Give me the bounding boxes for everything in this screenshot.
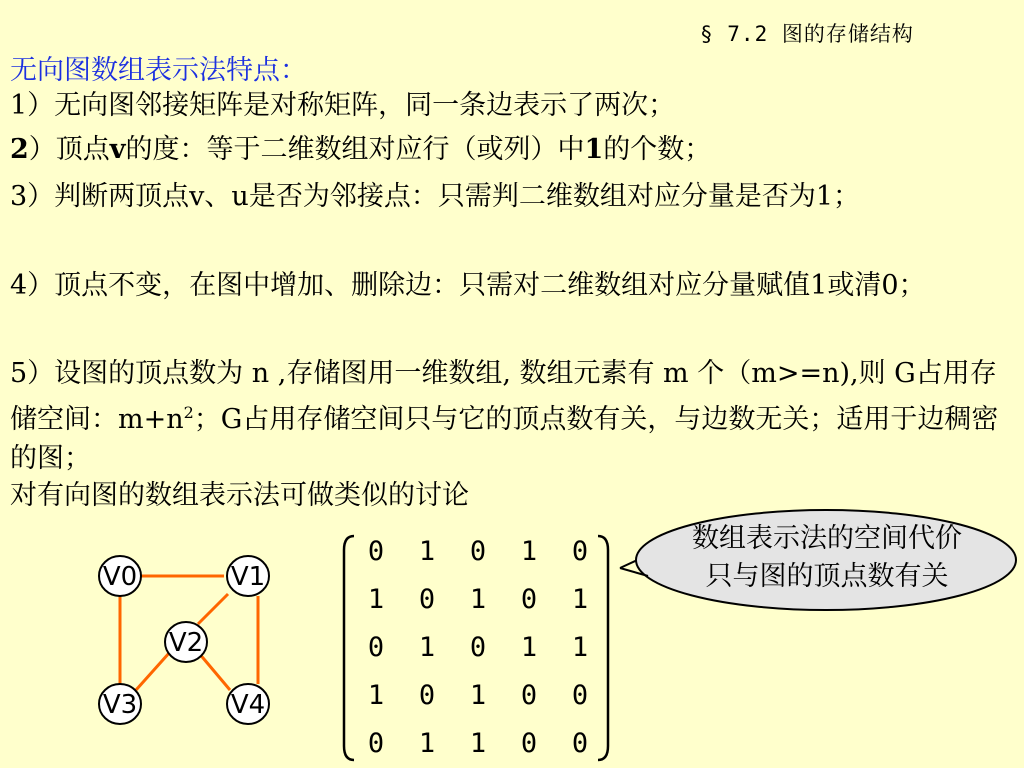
point-4: 4）顶点不变，在图中增加、删除边：只需对二维数组对应分量赋值1或清0； — [10, 270, 926, 301]
matrix-svg — [340, 528, 612, 768]
callout-line-2: 只与图的顶点数有关 — [705, 561, 949, 592]
point-2-vertex-v: v — [109, 134, 126, 165]
matrix-right-bracket — [598, 536, 608, 760]
matrix-cell-r3-c3: 0 — [520, 680, 538, 711]
slide-heading: 无向图数组表示法特点： — [10, 55, 307, 86]
matrix-cell-r1-c1: 0 — [418, 584, 436, 615]
matrix-left-bracket — [344, 536, 354, 760]
matrix-cell-r1-c3: 0 — [520, 584, 538, 615]
point-5 — [10, 354, 1010, 478]
matrix-cell-r0-c3: 1 — [520, 536, 538, 567]
matrix-cell-r0-c4: 0 — [571, 536, 589, 567]
callout-line-1: 数组表示法的空间代价 — [692, 523, 962, 554]
point-3: 3）判断两顶点v、u是否为邻接点：只需判二维数组对应分量是否为1； — [10, 181, 860, 212]
callout-text — [652, 520, 1002, 596]
point-5-text-a: 5）设图的顶点数为 n ,存储图用一维数组, 数组元素有 m 个（m>=n),则 G占用存储空间：m+n — [10, 358, 997, 435]
matrix-cell-r4-c3: 0 — [520, 728, 538, 759]
matrix-cell-r3-c0: 1 — [367, 680, 385, 711]
matrix-cell-r4-c4: 0 — [571, 728, 589, 759]
matrix-cell-r4-c0: 0 — [367, 728, 385, 759]
matrix-cell-r4-c1: 1 — [418, 728, 436, 759]
point-2-text-c: 的个数； — [603, 134, 712, 165]
matrix-cell-r0-c2: 0 — [469, 536, 487, 567]
matrix-cell-r1-c4: 1 — [571, 584, 589, 615]
matrix-cell-r1-c2: 1 — [469, 584, 487, 615]
point-2-one: 1 — [584, 134, 604, 165]
matrix-cell-r2-c2: 0 — [469, 632, 487, 663]
edge-v2-v3 — [136, 652, 170, 690]
graph-svg — [90, 540, 300, 730]
callout — [612, 506, 1020, 614]
matrix-cell-r2-c0: 0 — [367, 632, 385, 663]
point-1: 1）无向图邻接矩阵是对称矩阵，同一条边表示了两次； — [10, 90, 676, 121]
matrix-cell-r0-c0: 0 — [367, 536, 385, 567]
point-5-text-b: ；G占用存储空间只与它的顶点数有关，与边数无关；适用于边稠密的图； — [10, 404, 999, 474]
matrix-cell-r2-c1: 1 — [418, 632, 436, 663]
point-6: 对有向图的数组表示法可做类似的讨论 — [10, 480, 469, 511]
node-label-v2: V2 — [168, 628, 204, 658]
matrix-cell-r3-c1: 0 — [418, 680, 436, 711]
matrix-cell-r0-c1: 1 — [418, 536, 436, 567]
point-5-superscript: 2 — [183, 403, 194, 422]
matrix-cell-r3-c4: 0 — [571, 680, 589, 711]
adjacency-matrix — [340, 528, 612, 768]
point-2-text-a: ）顶点 — [28, 134, 110, 165]
matrix-cell-r3-c2: 1 — [469, 680, 487, 711]
matrix-cell-r2-c4: 1 — [571, 632, 589, 663]
node-label-v1: V1 — [230, 562, 266, 592]
matrix-cell-r4-c2: 1 — [469, 728, 487, 759]
node-label-v4: V4 — [230, 690, 266, 720]
matrix-cell-r2-c3: 1 — [520, 632, 538, 663]
node-label-v0: V0 — [102, 562, 138, 592]
matrix-cell-r1-c0: 1 — [367, 584, 385, 615]
point-2 — [10, 130, 1010, 169]
undirected-graph — [90, 540, 300, 730]
node-label-v3: V3 — [102, 690, 138, 720]
edge-v1-v2 — [198, 594, 228, 624]
section-title: § 7.2 图的存储结构 — [700, 22, 914, 46]
point-2-number: 2 — [10, 134, 29, 165]
point-2-text-b: 的度：等于二维数组对应行（或列）中 — [125, 134, 585, 165]
